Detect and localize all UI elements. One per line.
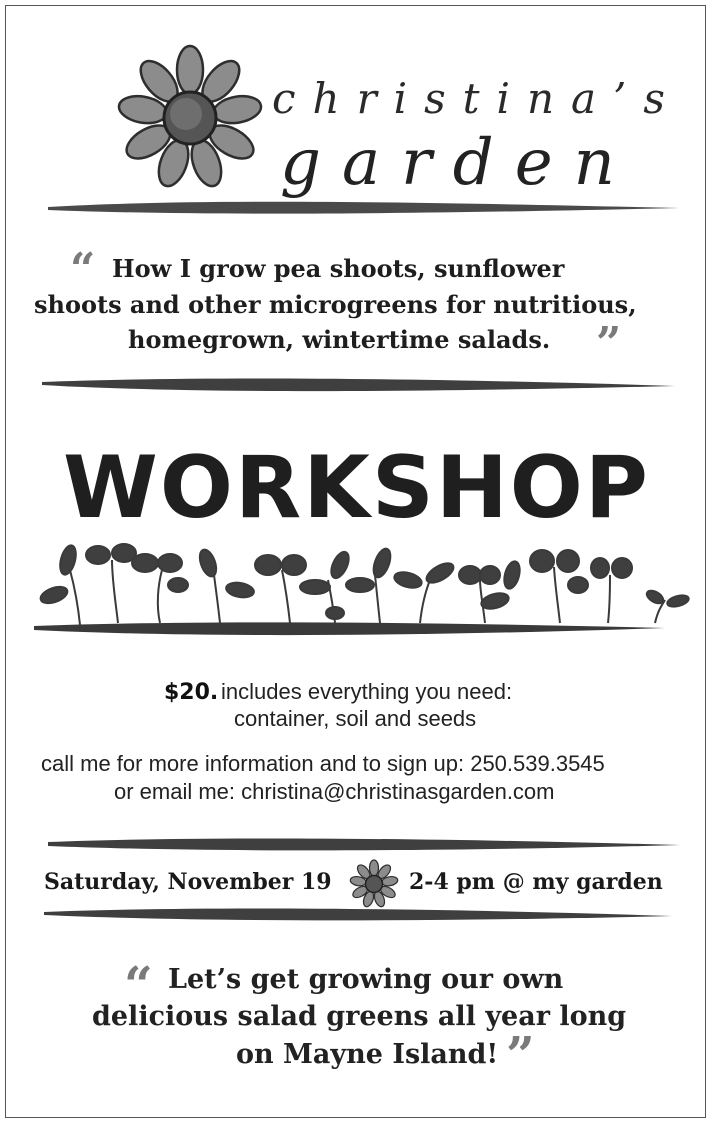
- logo-name-bottom: garden: [280, 126, 636, 200]
- close-quote-mark: ”: [596, 318, 622, 369]
- event-time-place: 2-4 pm @ my garden: [409, 869, 663, 895]
- closing-line-1: Let’s get growing our own: [168, 964, 564, 995]
- small-sunflower-icon: [348, 858, 400, 910]
- intro-line-1: How I grow pea shoots, sunflower: [112, 254, 565, 283]
- pricing-line-1: includes everything you need:: [221, 679, 513, 704]
- closing-close-quote-mark: ”: [506, 1025, 535, 1084]
- logo-name-top: christina’s: [272, 74, 682, 123]
- event-date: Saturday, November 19: [44, 869, 332, 895]
- intro-line-3: homegrown, wintertime salads.: [128, 325, 551, 354]
- sprouts-illustration-icon: [30, 535, 695, 630]
- workshop-title: WORKSHOP: [63, 438, 650, 538]
- contact-line-2: or email me: christina@christinasgarden.com: [114, 779, 555, 804]
- closing-line-2: delicious salad greens all year long: [92, 1001, 627, 1032]
- price: $20.: [164, 680, 219, 705]
- contact-line-1: call me for more information and to sign up: 250.539.3545: [41, 751, 605, 776]
- closing-line-3: on Mayne Island!: [236, 1039, 499, 1070]
- intro-line-2: shoots and other microgreens for nutritious,: [34, 290, 637, 319]
- pricing-line-2: container, soil and seeds: [234, 706, 477, 731]
- closing-open-quote-mark: “: [124, 955, 153, 1014]
- open-quote-mark: “: [70, 244, 96, 295]
